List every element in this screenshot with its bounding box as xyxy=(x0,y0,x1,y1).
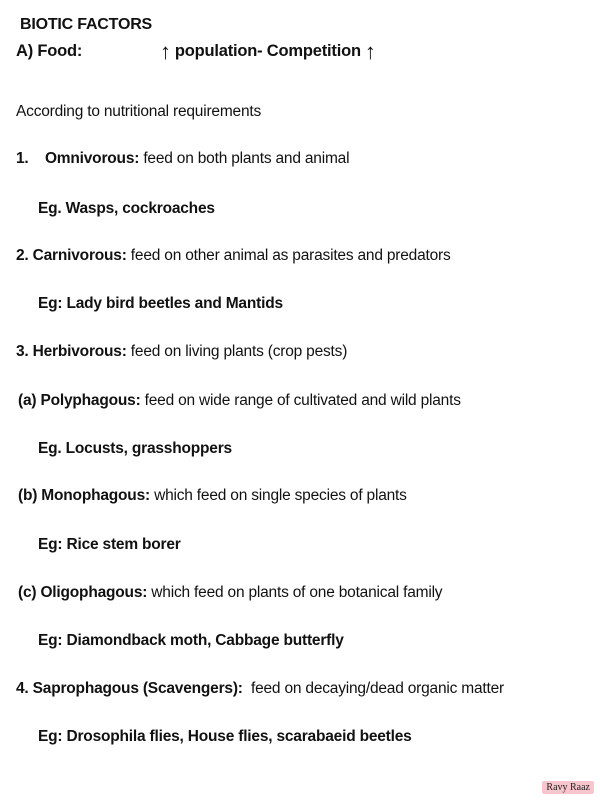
item-polyphagous xyxy=(18,392,461,410)
item-description: feed on wide range of cultivated and wild plants xyxy=(140,392,461,409)
example-oligophagous: Eg: Diamondback moth, Cabbage butterfly xyxy=(38,632,344,649)
example-omnivorous: Eg. Wasps, cockroaches xyxy=(38,200,215,217)
item-label: (b) Monophagous: xyxy=(18,487,150,504)
item-label: 4. Saprophagous (Scavengers): xyxy=(16,680,243,697)
item-description: feed on both plants and animal xyxy=(139,150,350,167)
intro-text: According to nutritional requirements xyxy=(16,103,262,120)
item-label: (a) Polyphagous: xyxy=(18,392,141,409)
item-description: feed on living plants (crop pests) xyxy=(126,343,348,360)
food-heading xyxy=(16,40,380,62)
food-text: population- Competition xyxy=(174,41,361,60)
item-description: which feed on single species of plants xyxy=(149,487,407,504)
item-label: 1. Omnivorous: xyxy=(16,150,140,167)
item-oligophagous xyxy=(18,584,442,602)
item-omnivorous xyxy=(16,150,349,168)
item-saprophagous xyxy=(16,680,504,698)
food-label: A) Food: xyxy=(16,41,83,60)
up-arrow-icon: ↑ xyxy=(364,39,376,64)
example-monophagous: Eg: Rice stem borer xyxy=(38,536,181,553)
slide-title: BIOTIC FACTORS xyxy=(20,16,153,33)
item-description: feed on other animal as parasites and predators xyxy=(126,247,451,264)
item-monophagous xyxy=(18,487,407,505)
example-carnivorous: Eg: Lady bird beetles and Mantids xyxy=(38,295,283,312)
item-description: which feed on plants of one botanical family xyxy=(147,584,443,601)
up-arrow-icon: ↑ xyxy=(160,39,171,64)
watermark-label: Ravy Raaz xyxy=(542,781,594,794)
example-saprophagous: Eg: Drosophila flies, House flies, scarabaeid beetles xyxy=(38,728,412,745)
item-label: 3. Herbivorous: xyxy=(16,343,127,360)
example-polyphagous: Eg. Locusts, grasshoppers xyxy=(38,440,232,457)
item-description: feed on decaying/dead organic matter xyxy=(242,680,505,697)
item-label: 2. Carnivorous: xyxy=(16,247,127,264)
item-label: (c) Oligophagous: xyxy=(18,584,148,601)
item-herbivorous xyxy=(16,343,347,361)
item-carnivorous xyxy=(16,247,451,265)
